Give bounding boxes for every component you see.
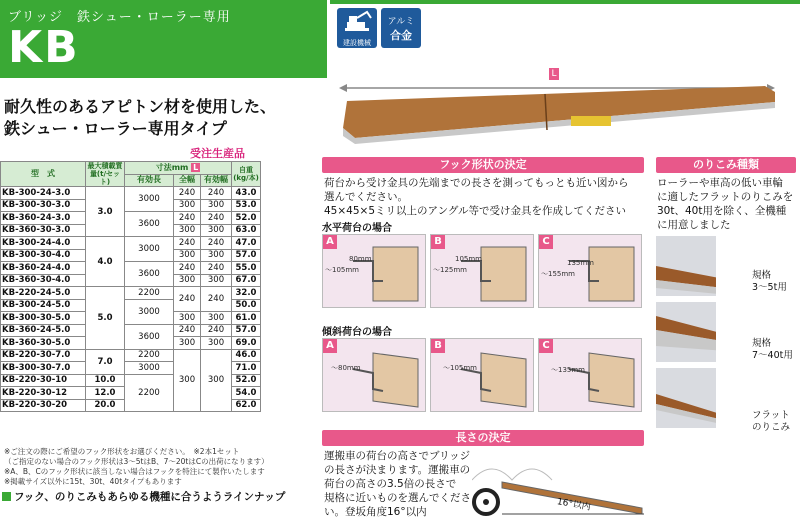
tip-1-label-a: 規格 bbox=[752, 270, 772, 281]
th-width: 全幅 bbox=[174, 174, 201, 187]
dim-slant-a: ～80mm bbox=[331, 364, 361, 372]
length-text-3: 荷台の高さの3.5倍の長さで bbox=[324, 478, 457, 490]
cell-weight: 69.0 bbox=[232, 337, 261, 350]
tip-photo-1 bbox=[656, 236, 716, 296]
cell-model: KB-360-24-4.0 bbox=[1, 262, 86, 275]
model-family-title: KB bbox=[8, 22, 80, 73]
hook-label-b: B bbox=[431, 339, 445, 353]
cell-weight: 67.0 bbox=[232, 274, 261, 287]
cell-length: 3000 bbox=[125, 187, 174, 212]
cell-weight: 50.0 bbox=[232, 299, 261, 312]
hook-panel-slant-b bbox=[430, 338, 534, 412]
slope-angle-label: 16°以内 bbox=[556, 497, 592, 513]
cell-eff-width: 300 bbox=[201, 349, 232, 412]
cell-length: 2200 bbox=[125, 349, 174, 362]
tip-photo-2 bbox=[656, 302, 716, 362]
cell-length: 3600 bbox=[125, 212, 174, 237]
cell-weight: 61.0 bbox=[232, 312, 261, 325]
cell-weight: 57.0 bbox=[232, 324, 261, 337]
slope-diagram bbox=[472, 452, 647, 518]
hook-diagram bbox=[343, 345, 423, 409]
cell-width: 240 bbox=[174, 287, 201, 312]
hook-panel-flat-b bbox=[430, 234, 534, 308]
cell-eff-width: 240 bbox=[201, 237, 232, 250]
tip-1-label-b: 3～5t用 bbox=[752, 282, 787, 293]
cell-model: KB-300-30-5.0 bbox=[1, 312, 86, 325]
cell-weight: 53.0 bbox=[232, 199, 261, 212]
cell-capacity: 5.0 bbox=[86, 287, 125, 350]
dim-c-1: 135mm bbox=[567, 259, 594, 267]
lineup-text: フック、のりこみもあらゆる機種に合うようラインナップ bbox=[14, 491, 286, 503]
cell-eff-width: 300 bbox=[201, 224, 232, 237]
cell-eff-width: 300 bbox=[201, 249, 232, 262]
hook-label-c: C bbox=[539, 235, 553, 249]
made-to-order-label: 受注生産品 bbox=[190, 147, 245, 160]
note-4: ※掲載サイズ以外に15t、30t、40tタイプもあります bbox=[4, 477, 182, 486]
cell-weight: 47.0 bbox=[232, 237, 261, 250]
hook-text-1: 荷台から受け金具の先端までの長さを測ってもっとも近い図から bbox=[324, 177, 629, 189]
tip-3-label-a: フラット bbox=[752, 410, 790, 421]
dim-b-1: 105mm bbox=[455, 255, 482, 263]
dim-a-1: 80mm bbox=[349, 255, 372, 263]
tips-text-4: に用意しました bbox=[657, 219, 731, 231]
cell-width: 300 bbox=[174, 337, 201, 350]
badge-alu-line2: 合金 bbox=[390, 29, 412, 42]
hook-diagram bbox=[451, 345, 531, 409]
dim-c-2: ～155mm bbox=[541, 270, 575, 278]
th-eff-width: 有効幅 bbox=[201, 174, 232, 187]
length-L-marker: L bbox=[549, 68, 559, 80]
th-length: 有効長 bbox=[125, 174, 174, 187]
badge-construction-label: 建設機械 bbox=[343, 39, 371, 47]
cell-model: KB-360-30-5.0 bbox=[1, 337, 86, 350]
tip-3-label-b: のりこみ bbox=[752, 422, 791, 433]
cell-weight: 63.0 bbox=[232, 224, 261, 237]
cell-eff-width: 240 bbox=[201, 187, 232, 200]
cell-length: 2200 bbox=[125, 287, 174, 300]
cell-capacity: 10.0 bbox=[86, 374, 125, 387]
hook-label-a: A bbox=[323, 235, 337, 249]
cell-eff-width: 240 bbox=[201, 287, 232, 312]
dim-slant-b: ～105mm bbox=[443, 364, 477, 372]
cell-eff-width: 300 bbox=[201, 337, 232, 350]
table-row bbox=[1, 212, 261, 225]
length-text-2: の長さが決まります。運搬車の bbox=[324, 464, 471, 476]
cell-model: KB-360-30-3.0 bbox=[1, 224, 86, 237]
cell-width: 240 bbox=[174, 262, 201, 275]
length-text-1: 運搬車の荷台の高さでブリッジ bbox=[324, 450, 471, 462]
headline-line1: 耐久性のあるアピトン材を使用した、 bbox=[4, 97, 277, 116]
cell-eff-width: 240 bbox=[201, 262, 232, 275]
cell-model: KB-220-30-10 bbox=[1, 374, 86, 387]
cell-width: 300 bbox=[174, 249, 201, 262]
hook-panel-slant-c bbox=[538, 338, 642, 412]
tips-text-3: 30t、40t用を除く、全機種 bbox=[657, 205, 787, 217]
cell-weight: 46.0 bbox=[232, 349, 261, 362]
cell-model: KB-220-30-12 bbox=[1, 387, 86, 400]
cell-length: 3000 bbox=[125, 362, 174, 375]
cell-capacity: 12.0 bbox=[86, 387, 125, 400]
length-text-4: 規格に近いものを選んでくださ bbox=[324, 492, 471, 504]
badge-alu-line1: アルミ bbox=[387, 17, 415, 27]
construction-badge bbox=[337, 8, 377, 48]
cell-length: 3000 bbox=[125, 237, 174, 262]
cell-model: KB-360-30-4.0 bbox=[1, 274, 86, 287]
cell-capacity: 20.0 bbox=[86, 399, 125, 412]
hook-panel-flat-a bbox=[322, 234, 426, 308]
tip-2-label-b: 7～40t用 bbox=[752, 350, 793, 361]
note-1: ※ご注文の際にご希望のフック形状をお選びください。 ※2本1セット bbox=[4, 447, 240, 456]
cell-width: 300 bbox=[174, 274, 201, 287]
table-row bbox=[1, 262, 261, 275]
cell-weight: 52.0 bbox=[232, 212, 261, 225]
hook-text-3: 45×45×5ミリ以上のアングル等で受け金具を作成してください bbox=[324, 205, 627, 217]
th-dims bbox=[125, 162, 232, 175]
cell-width: 240 bbox=[174, 237, 201, 250]
cell-weight: 32.0 bbox=[232, 287, 261, 300]
green-square-icon bbox=[2, 492, 11, 501]
cell-weight: 55.0 bbox=[232, 262, 261, 275]
cell-length: 3600 bbox=[125, 324, 174, 349]
cell-capacity: 3.0 bbox=[86, 187, 125, 237]
cell-model: KB-220-30-20 bbox=[1, 399, 86, 412]
cell-weight: 54.0 bbox=[232, 387, 261, 400]
hook-label-b: B bbox=[431, 235, 445, 249]
cell-width: 300 bbox=[174, 199, 201, 212]
hook-label-a: A bbox=[323, 339, 337, 353]
cell-length: 2200 bbox=[125, 374, 174, 412]
cell-eff-width: 240 bbox=[201, 212, 232, 225]
cell-model: KB-360-24-5.0 bbox=[1, 324, 86, 337]
table-row bbox=[1, 349, 261, 362]
th-model: 型 式 bbox=[1, 162, 86, 187]
cell-weight: 52.0 bbox=[232, 374, 261, 387]
cell-weight: 43.0 bbox=[232, 187, 261, 200]
cell-length: 3000 bbox=[125, 299, 174, 324]
hook-panel-slant-a bbox=[322, 338, 426, 412]
slant-bed-label: 傾斜荷台の場合 bbox=[322, 327, 392, 338]
th-weight: 自重(kg/本) bbox=[232, 162, 261, 187]
cell-width: 240 bbox=[174, 324, 201, 337]
cell-eff-width: 300 bbox=[201, 274, 232, 287]
cell-width: 240 bbox=[174, 212, 201, 225]
flat-bed-label: 水平荷台の場合 bbox=[322, 223, 392, 234]
header-subtitle: ブリッジ 鉄シュー・ローラー専用 bbox=[8, 10, 231, 25]
header-banner bbox=[0, 0, 327, 78]
cell-weight: 71.0 bbox=[232, 362, 261, 375]
cell-eff-width: 240 bbox=[201, 324, 232, 337]
tip-photo-3 bbox=[656, 368, 716, 428]
tip-2-label-a: 規格 bbox=[752, 338, 772, 349]
dim-a-2: ～105mm bbox=[325, 266, 359, 274]
cell-model: KB-360-24-3.0 bbox=[1, 212, 86, 225]
cell-capacity: 7.0 bbox=[86, 349, 125, 374]
hook-section-banner: フック形状の決定 bbox=[322, 157, 644, 173]
cell-model: KB-300-30-3.0 bbox=[1, 199, 86, 212]
cell-model: KB-300-24-4.0 bbox=[1, 237, 86, 250]
cell-width: 300 bbox=[174, 312, 201, 325]
dim-slant-c: ～135mm bbox=[551, 366, 585, 374]
hook-text-2: 選んでください。 bbox=[324, 191, 408, 203]
cell-weight: 57.0 bbox=[232, 249, 261, 262]
tips-section-banner: のりこみ種類 bbox=[656, 157, 796, 173]
cell-eff-width: 300 bbox=[201, 199, 232, 212]
excavator-icon bbox=[337, 8, 377, 34]
th-L-marker: L bbox=[193, 162, 199, 172]
table-row bbox=[1, 187, 261, 200]
cell-weight: 62.0 bbox=[232, 399, 261, 412]
aluminum-badge bbox=[381, 8, 421, 48]
lineup-note bbox=[2, 489, 285, 504]
hook-panel-flat-c bbox=[538, 234, 642, 308]
cell-model: KB-300-30-4.0 bbox=[1, 249, 86, 262]
cell-model: KB-300-30-7.0 bbox=[1, 362, 86, 375]
spec-table bbox=[0, 161, 261, 412]
cell-capacity: 4.0 bbox=[86, 237, 125, 287]
hook-diagram bbox=[559, 345, 639, 409]
tips-text-1: ローラーや車高の低い車輪 bbox=[657, 177, 783, 189]
hook-label-c: C bbox=[539, 339, 553, 353]
table-row bbox=[1, 237, 261, 250]
note-3: ※A、B、Cのフック形状に該当しない場合はフックを特注にて製作いたします bbox=[4, 467, 265, 476]
cell-model: KB-300-24-3.0 bbox=[1, 187, 86, 200]
cell-eff-width: 300 bbox=[201, 312, 232, 325]
cell-model: KB-300-24-5.0 bbox=[1, 299, 86, 312]
cell-model: KB-220-30-7.0 bbox=[1, 349, 86, 362]
length-section-banner: 長さの決定 bbox=[322, 430, 644, 446]
headline-line2: 鉄シュー・ローラー専用タイプ bbox=[4, 119, 227, 138]
cell-length: 3600 bbox=[125, 262, 174, 287]
dim-b-2: ～125mm bbox=[433, 266, 467, 274]
th-capacity: 最大積載質量(t/セット) bbox=[87, 162, 123, 186]
tips-text-2: に適したフラットのりこみを bbox=[657, 191, 794, 203]
table-row bbox=[1, 324, 261, 337]
bridge-product-image bbox=[335, 66, 785, 148]
th-dims-label: 寸法mm bbox=[155, 162, 189, 172]
note-2: （ご指定のない場合のフック形状は3～5tはB、7～20tはCの出荷になります） bbox=[4, 457, 269, 466]
cell-width: 300 bbox=[174, 349, 201, 412]
cell-model: KB-220-24-5.0 bbox=[1, 287, 86, 300]
length-text-5: い。登坂角度16°以内 bbox=[324, 506, 427, 518]
cell-width: 240 bbox=[174, 187, 201, 200]
cell-width: 300 bbox=[174, 224, 201, 237]
table-row bbox=[1, 287, 261, 300]
header-rule bbox=[330, 0, 800, 4]
